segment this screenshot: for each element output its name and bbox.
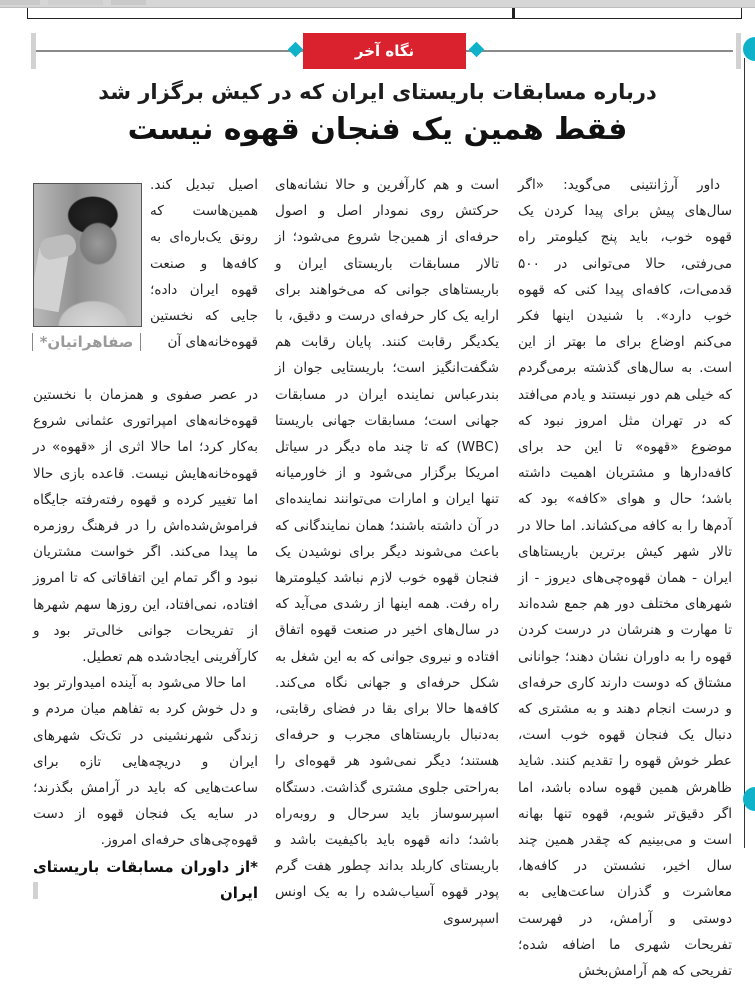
viewer-tab[interactable]: [111, 0, 146, 5]
rule-cap-left: [31, 33, 36, 69]
paragraph: در عصر صفوی و همزمان با نخستین قهوه‌خانه‌های امپراتوری عثمانی شروع به‌کار کرد؛ اما حالا اثری از «قهوه» در قهوه‌خانه‌هایش نیست. قاعده بازی حالا اما تغییر کرده و قهوه رفته‌رفته جایگاه فراموش‌شده‌اش را در فرهنگ روزمره ما پیدا می‌کند. اگر خواست مشتریان نبود و اگر تمام این اتفاقاتی که تا امروز افتاده، نمی‌افتاد، این روزها سهم شهرها از تفریحات جوانی خالی‌تر بود و کارآفرینی ایجادشده هم تعطیل.: [33, 387, 258, 666]
page-edge-line: [744, 58, 745, 848]
author-signoff: *از داوران مسابقات باریستای ایران: [33, 857, 258, 902]
article-column-left-top: اصیل تبدیل کند. همین‌هاست که رونق یک‌باره‌ای به کافه‌ها و صنعت قهوه ایران داده؛ جایی که نخستین قهوه‌خانه‌های آن: [150, 177, 258, 351]
paragraph: اما حالا می‌شود به آینده امیدوارتر بود و دل خوش کرد به تفاهم میان مردم و زندگی شهرنشینی در تک‌تک شهرهای ایران و دریچه‌هایی تازه برای ساعت‌هایی که باید در آرامش بگذرند؛ در سایه یک فنجان قهوه از دست قهوه‌چی‌های حرفه‌ای امروز.: [33, 675, 258, 849]
author-name-caption: صفاهراتیان*: [33, 330, 140, 354]
rule-cap-right: [736, 33, 741, 69]
article-column-right: [518, 172, 732, 984]
rule-cap-bottom: [33, 882, 38, 899]
previous-article-border-bottom-right: [512, 18, 742, 19]
viewer-tab[interactable]: [0, 0, 40, 5]
previous-article-border-right: [741, 8, 742, 19]
article-column-middle: [275, 172, 499, 932]
previous-article-border-bottom: [27, 18, 513, 19]
article-headline: فقط همین یک فنجان قهوه نیست: [127, 112, 628, 147]
paragraph: است و هم کارآفرین و حالا نشانه‌های حرکتش روی نمودار اصل و اصول حرفه‌ای از همین‌جا شروع می‌شود؛ از تالار مسابقات باریستای ایران و باریستاهای جوانی که می‌خواهند برای ارایه یک کار حرفه‌ای درست و دقیق، با یکدیگر رقابت کنند. پایان رقابت هم شگفت‌انگیز است؛ باریستایی جوان از بندرعباس نماینده ایران در مسابقات جهانی است؛ مسابقات جهانی باریستا (WBC) که تا چند ماه دیگر در سیاتل امریکا برگزار می‌شود و از خاورمیانه تنها ایران و امارات می‌توانند نماینده‌ای در آن داشته باشند؛ همان نمایندگانی که باعث می‌شوند دیگر برای نوشیدن یک فنجان قهوه خوب لازم نباشد کیلومترها راه رفت. همه اینها از رشدی می‌آید که در سال‌های اخیر در صنعت قهوه اتفاق افتاده و نیروی جوانی که به این شغل به شکل حرفه‌ای و جهانی نگاه می‌کند. کافه‌ها حالا برای بقا در فضای رقابتی، به‌دنبال باریستاهای مجرب و حرفه‌ای هستند؛ دیگر نمی‌شود هر قهوه‌ای را به‌راحتی جلوی مشتری گذاشت. دستگاه اسپرسوساز باید سرحال و روبه‌راه باشد؛ دانه قهوه باید باکیفیت باشد و باریستای کاربلد بداند چطور هفت گرم پودر قهوه آسیاب‌شده را به یک اونس اسپرسوی: [275, 177, 499, 927]
section-label: نگاه آخر: [303, 33, 466, 69]
paragraph: داور آرژانتینی می‌گوید: «اگر سال‌های پیش برای پیدا کردن یک قهوه خوب، باید پنج کیلومتر راه می‌رفتی، حالا می‌توانی در ۵۰۰ قدمی‌ات، کافه‌ای پیدا کنی که قهوه خوب دارد». با شنیدن اینها فکر می‌کنم اوضاع برای ما بهتر از این است. به سال‌های گذشته برمی‌گردم که خیلی هم دور نیستند و یادم می‌افتد که در تهران مثل امروز نبود که موضوع «قهوه» تا این حد برای کافه‌دارها و مشتریان اهمیت داشته باشد؛ حال و هوای «کافه» بود که آدم‌ها را به کافه می‌کشاند. اما حالا در تالار شهر کیش برترین باریستاهای ایران - همان قهوه‌چی‌های دیروز - از شهرهای مختلف دور هم جمع شده‌اند تا مهارت و هنرشان در درست کردن قهوه را به داوران نشان دهند؛ جوانانی مشتاق که دوست دارند کاری حرفه‌ای و درست انجام دهند و به مشتری که دنبال یک فنجان قهوه خوب است، عطر خوش قهوه را تقدیم کنند. شاید ظاهرش همین قهوه ساده باشد، اما اگر دقیق‌تر شویم، قهوه تنها بهانه است و می‌بینیم که چقدر همین چند سال اخیر، نشستن در کافه‌ها، معاشرت و گذران ساعت‌هایی به دوستی و آرامش، در فهرست تفریحات شهری ما اضافه شده؛ تفریحی که هم آرامش‌بخش: [518, 177, 732, 980]
author-photo: [33, 183, 142, 327]
article-kicker: درباره مسابقات باریستای ایران که در کیش برگزار شد: [98, 80, 657, 104]
photo-hand: [38, 232, 78, 261]
article-column-left-bottom: [33, 382, 258, 906]
viewer-tab[interactable]: [48, 0, 103, 5]
diamond-icon: [288, 42, 304, 58]
viewer-top-strip: [0, 0, 755, 8]
diamond-icon: [469, 42, 485, 58]
